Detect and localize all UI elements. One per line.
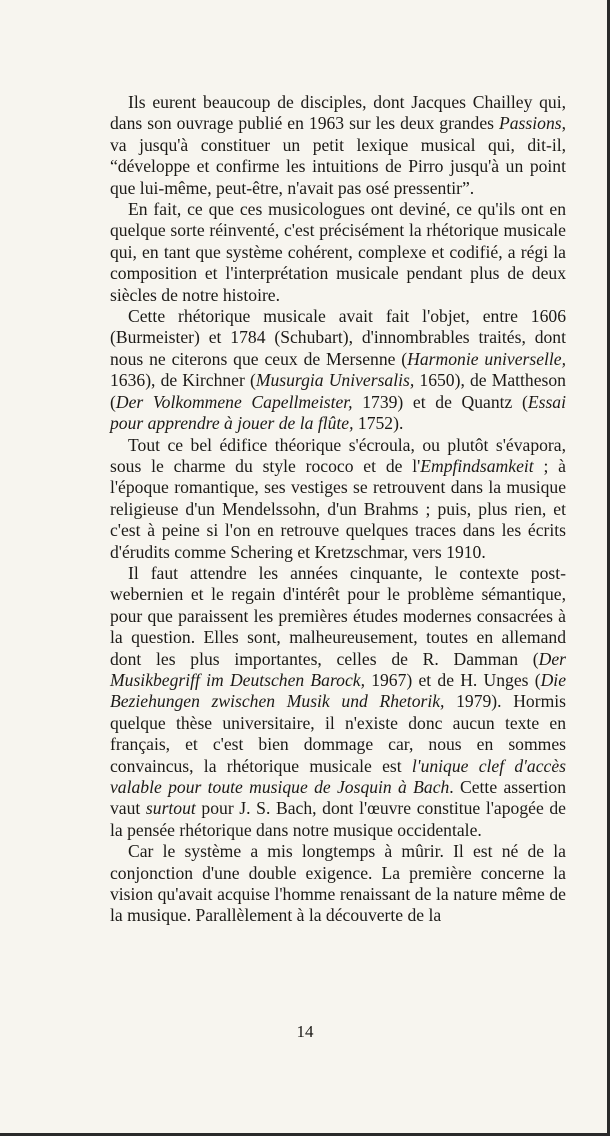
text-run: 1650), de Mattheson ( — [110, 370, 566, 412]
italic-text: l'unique clef d'accès valable pour toute musique de Josquin à Bach — [110, 755, 567, 797]
page-number: 14 — [296, 1022, 314, 1041]
text-run: 1967) et de H. Unges ( — [364, 669, 541, 690]
italic-text: Musurgia Universalis, — [255, 370, 415, 391]
text-run: Il faut attendre les années cinquante, le contexte postwebernien et le regain d'intérêt pour le problème sémantique, pour que paraissent les premières études modernes consacrées à la question. Elles sont, malheureusement, toutes en allemand dont les plus importantes, celles de R. Damman ( — [110, 562, 566, 669]
text-run: 1636), de Kirchner ( — [110, 370, 256, 391]
text-run: , va jusqu'à constituer un petit lexique musical qui, dit-il, “développe et confirme les intuitions de Pirro jusqu'à un point que lui-même, peut-être, n'avait pas osé pressentir”. — [110, 113, 566, 198]
paragraph-2 — [110, 199, 566, 306]
text-run: Tout ce bel édifice théorique s'écroula, ou plutôt s'évapora, sous le charme du style rococo et de l' — [110, 434, 566, 476]
body-text — [110, 92, 566, 927]
italic-text: surtout — [145, 798, 196, 819]
italic-text: Der Musikbegriff im Deutschen Barock, — [110, 648, 566, 690]
text-run: En fait, ce que ces musicologues ont deviné, ce qu'ils ont en quelque sorte réinventé, c'est précisément la rhétorique musicale qui, en tant que système cohérent, complexe et codifié, a régi la composition et l'interprétation musicale pendant plus de deux siècles de notre histoire. — [110, 199, 566, 305]
paragraph-3 — [110, 306, 566, 434]
text-run: 1979). Hormis quelque thèse universitaire, il n'existe donc aucun texte en français, et c'est bien dommage car, nous en sommes convaincus, la rhétorique musicale est — [110, 691, 566, 776]
text-run: 1752). — [353, 413, 404, 434]
text-run: ; à l'époque romantique, ses vestiges se retrouvent dans la musique religieuse d'un Mendelssohn, d'un Brahms ; puis, plus rien, et c'est à peine si l'on en retrouve quelques traces dans les écrits d'érudits comme Schering et Kretzschmar, vers 1910. — [110, 455, 566, 562]
text-run: Car le système a mis longtemps à mûrir. Il est né de la conjonction d'une double exigence. La première concerne la vision qu'avait acquise l'homme renaissant de la nature même de la musique. Parallèlement à la découverte de la — [110, 841, 566, 926]
italic-text: Der Volkommene Capellmeister, — [115, 391, 353, 412]
italic-text: Die Beziehungen zwischen Musik und Rhetorik, — [110, 669, 566, 712]
paragraph-6 — [110, 841, 566, 927]
paragraph-5 — [110, 563, 566, 841]
italic-text: Passions — [499, 113, 562, 134]
italic-text: Essai pour apprendre à jouer de la flûte, — [110, 391, 566, 434]
italic-text: Empfindsamkeit — [420, 455, 534, 476]
text-run: Ils eurent beaucoup de disciples, dont Jacques Chailley qui, dans son ouvrage publié en 1963 sur les deux grandes — [110, 92, 566, 134]
italic-text: Harmonie universelle, — [407, 348, 566, 369]
text-run: pour J. S. Bach, dont l'œuvre constitue l'apogée de la pensée rhétorique dans notre musique occidentale. — [110, 798, 566, 840]
text-run: 1739) et de Quantz ( — [352, 391, 528, 412]
paragraph-4 — [110, 435, 566, 563]
text-run: . Cette assertion vaut — [110, 777, 566, 819]
paragraph-1 — [110, 92, 566, 199]
text-run: Cette rhétorique musicale avait fait l'objet, entre 1606 (Burmeister) et 1784 (Schubart), d'innombrables traités, dont nous ne citerons que ceux de Mersenne ( — [110, 306, 566, 369]
